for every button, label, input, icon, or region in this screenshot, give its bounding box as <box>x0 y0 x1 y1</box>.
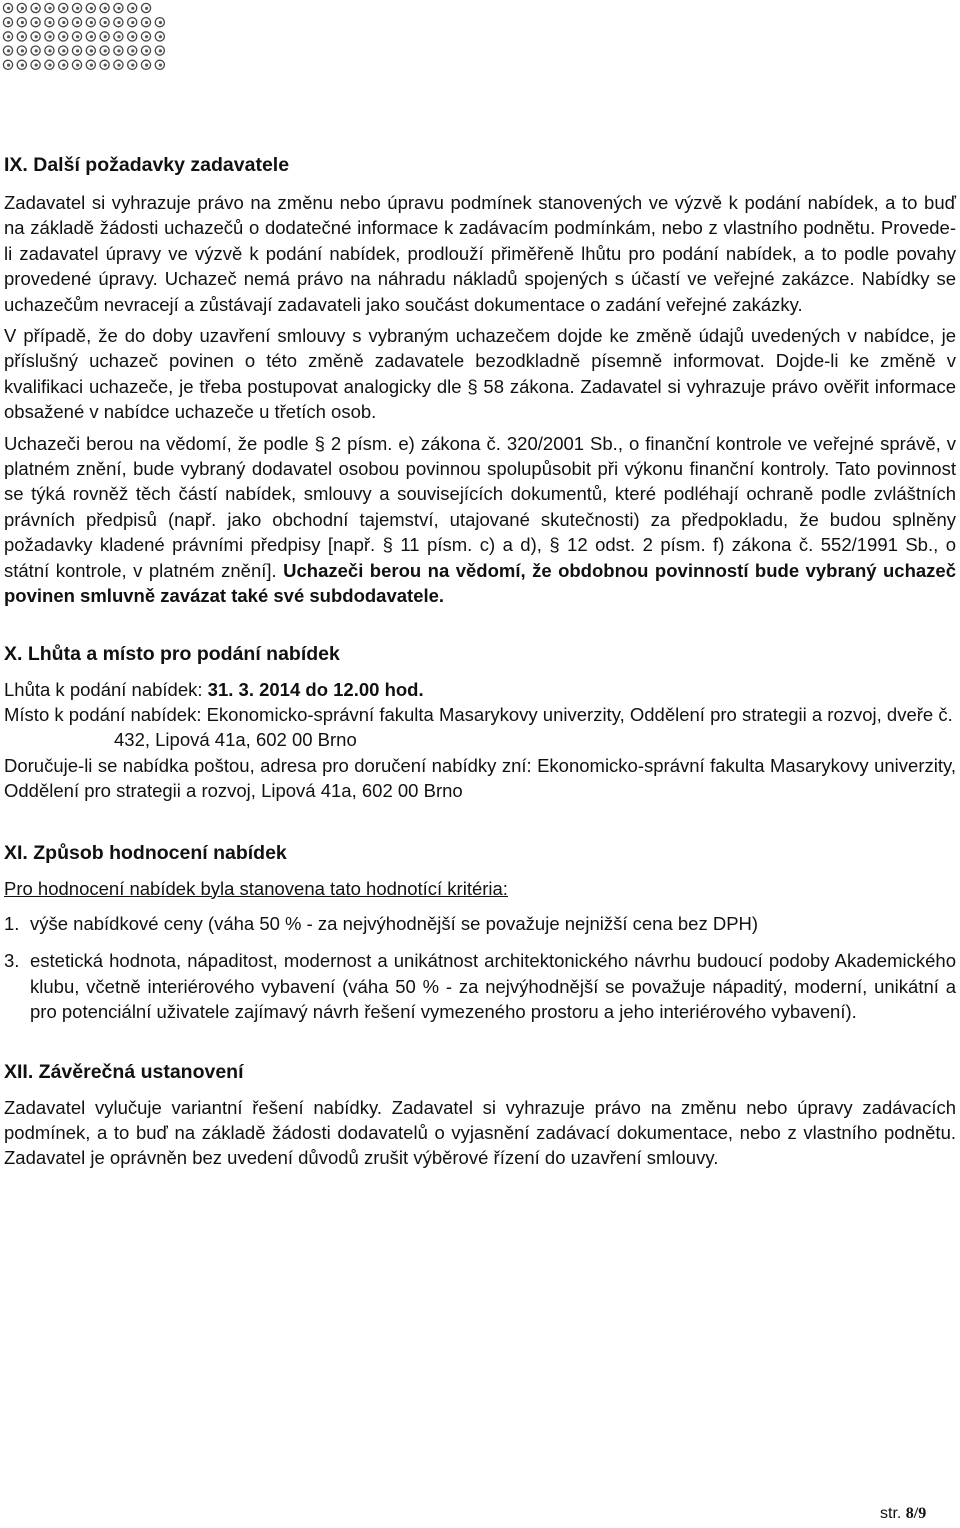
postal-address: Doručuje-li se nabídka poštou, adresa pro doručení nabídky zní: Ekonomicko-správní fakulta Masarykovy univerzity, Oddělení pro strategii a rozvoj, Lipová 41a, 602 00 Brno <box>4 754 956 802</box>
deadline-line <box>4 677 956 702</box>
section-ix-heading: IX. Další požadavky zadavatele <box>4 154 290 176</box>
section-ix-paragraph-2: V případě, že do doby uzavření smlouvy s vybraným uchazečem dojde ke změně údajů uvedených v nabídce, je příslušný uchazeč povinen o této změně zadavatele bezodkladně písemně informovat. Dojde-li ke změně v kvalifikaci uchazeče, je třeba postupovat analogicky dle § 58 zákona. Zadavatel si vyhrazuje právo ověřit informace obsažené v nabídce uchazeče u třetích osob. <box>4 325 956 423</box>
section-ix-paragraph-3-bold: Uchazeči berou na vědomí, že obdobnou povinností bude vybraný uchazeč povinen smluvně zavázat také své subdodavatele. <box>4 559 956 607</box>
criterion-text: výše nabídkové ceny (váha 50 % - za nejvýhodnější se považuje nejnižší cena bez DPH) <box>30 912 759 934</box>
criterion-number: 3. <box>4 950 20 972</box>
section-ix-paragraph-3 <box>4 431 956 609</box>
section-xi-heading: XI. Způsob hodnocení nabídek <box>4 841 287 864</box>
page-number-value: 8/9 <box>905 1505 927 1522</box>
deadline-value: 31. 3. 2014 do 12.00 hod. <box>207 678 424 700</box>
section-xii-heading: XII. Závěrečná ustanovení <box>4 1060 244 1083</box>
criterion-item <box>4 911 956 936</box>
criterion-number: 1. <box>4 912 20 934</box>
section-ix-paragraph-3-text: Uchazeči berou na vědomí, že podle § 2 písm. e) zákona č. 320/2001 Sb., o finanční kontrole ve veřejné správě, v platném znění, bude vybraný dodavatel osobou povinnou spolupůsobit při výkonu finanční kontroly. Tato povinnost se týká rovněž těch částí nabídek, smlouvy a souvisejících dokumentů, které podléhají ochraně podle zvláštních právních předpisů (např. jako obchodní tajemství, utajované skutečnosti) za předpokladu, že budou splněny požadavky kladené právními předpisy [např. § 11 písm. c) a d), § 12 odst. 2 písm. f) zákona č. 552/1991 Sb., o státní kontrole, v platném znění]. <box>4 432 956 581</box>
section-xii-paragraph-1: Zadavatel vylučuje variantní řešení nabídky. Zadavatel si vyhrazuje právo na změnu nebo úpravy zadávacích podmínek, a to buď na základě žádosti dodavatelů o vyjasnění zadávací dokumentace, nebo z vlastního podnětu. Zadavatel je oprávněn bez uvedení důvodů zrušit výběrové řízení do uzavření smlouvy. <box>4 1096 956 1169</box>
dot-grid-logo <box>2 2 172 78</box>
section-ix-paragraph-1: Zadavatel si vyhrazuje právo na změnu nebo úpravu podmínek stanovených ve výzvě k podání nabídek, a to buď na základě žádosti uchazečů o dodatečné informace k zadávacím podmínkám, nebo z vlastního podnětu. Provede-li zadavatel úpravy ve výzvě k podání nabídek, prodlouží přiměřeně lhůtu pro podání nabídek, a to podle povahy provedené úpravy. Uchazeč nemá právo na náhradu nákladů spojených s účastí ve veřejné zakázce. Nabídky se uchazečům nevracejí a zůstávají zadavateli jako součást dokumentace o zadání veřejné zakázky. <box>4 192 956 315</box>
criteria-intro: Pro hodnocení nabídek byla stanovena tato hodnotící kritéria: <box>4 877 508 899</box>
document-page <box>4 152 956 1171</box>
page-number <box>880 1504 926 1524</box>
criterion-text: estetická hodnota, nápaditost, modernost a unikátnost architektonického návrhu budoucí podoby Akademického klubu, včetně interiérového vybavení (váha 50 % - za nejvýhodnější se považuje nápaditý, moderní, unikátní a pro potenciální uživatele zajímavý návrh řešení vymezeného prostoru a jeho interiérového vybavení). <box>30 950 956 1023</box>
page-number-label: str. <box>880 1505 906 1522</box>
criterion-item <box>4 948 956 1024</box>
deadline-label: Lhůta k podání nabídek: <box>4 678 208 700</box>
section-x-heading: X. Lhůta a místo pro podání nabídek <box>4 642 340 665</box>
submission-place: Místo k podání nabídek: Ekonomicko-správní fakulta Masarykovy univerzity, Oddělení pro strategii a rozvoj, dveře č. 432, Lipová 41a, 602 00 Brno <box>4 703 953 751</box>
